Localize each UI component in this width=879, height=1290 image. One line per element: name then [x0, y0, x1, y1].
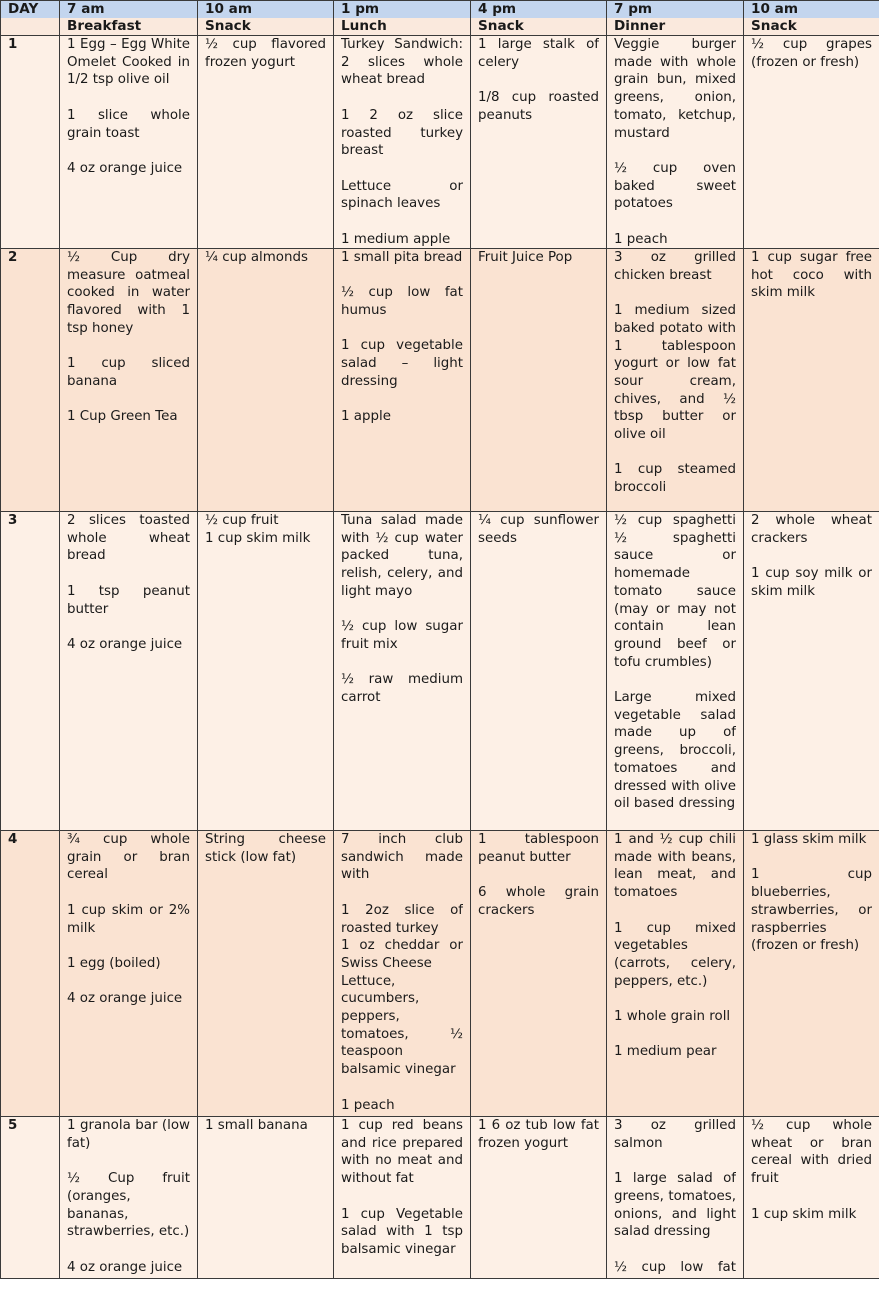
meal-header: Lunch — [334, 18, 471, 36]
time-header: 1 pm — [334, 1, 471, 19]
meal-cell-snack1 — [198, 36, 334, 249]
meal-item: Lettuce, cucumbers, peppers, tomatoes, ½ teaspoon balsamic vinegar — [341, 973, 463, 1078]
meal-item: 2 slices toasted whole wheat bread — [67, 513, 190, 564]
day-header-blank — [1, 18, 60, 36]
meal-item: 3 oz grilled salmon — [614, 1118, 736, 1151]
meal-item: ½ cup low sugar fruit mix — [341, 619, 463, 652]
meal-item: 1 large salad of greens, tomatoes, onions, and light salad dressing — [614, 1171, 736, 1240]
meal-header: Snack — [198, 18, 334, 36]
meal-cell-dinner — [607, 249, 744, 512]
meal-item: 1 whole grain roll — [614, 1009, 731, 1024]
meal-item: ½ cup low fat humus — [341, 285, 463, 319]
meal-cell-snack1 — [198, 512, 334, 831]
meal-item: 6 whole grain crackers — [478, 885, 599, 918]
meal-cell-snack3 — [744, 831, 879, 1117]
header-meals-row — [1, 18, 879, 36]
header-times-row — [1, 1, 879, 19]
meal-header: Breakfast — [60, 18, 198, 36]
meal-cell-snack2 — [471, 36, 607, 249]
meal-cell-dinner — [607, 36, 744, 249]
meal-item: Turkey Sandwich: 2 slices whole wheat bread — [341, 37, 463, 88]
meal-cell-snack3 — [744, 1117, 879, 1279]
day-row — [1, 36, 879, 249]
day-number: 5 — [1, 1117, 60, 1279]
meal-item: 1 granola bar (low fat) — [67, 1118, 190, 1151]
meal-item: Tuna salad made with ½ cup water packed tuna, relish, celery, and light mayo — [341, 513, 463, 599]
meal-item: ½ Cup dry measure oatmeal cooked in water flavored with 1 tsp honey — [67, 250, 190, 336]
meal-cell-breakfast — [60, 1117, 198, 1279]
meal-cell-lunch — [334, 1117, 471, 1279]
meal-item: ½ cup whole wheat or bran cereal with dried fruit — [751, 1118, 872, 1187]
meal-item: 1 small pita bread — [341, 250, 463, 265]
meal-cell-breakfast — [60, 831, 198, 1117]
meal-cell-snack1 — [198, 249, 334, 512]
meal-header: Dinner — [607, 18, 744, 36]
meal-cell-snack3 — [744, 249, 879, 512]
meal-item: 1 peach — [341, 1097, 395, 1113]
meal-item: Fruit Juice Pop — [478, 250, 573, 265]
meal-item: 1 cup mixed vegetables (carrots, celery, peppers, etc.) — [614, 920, 736, 989]
meal-item: 1 medium apple — [341, 231, 451, 246]
meal-cell-breakfast — [60, 249, 198, 512]
meal-item: 1 and ½ cup chili made with beans, lean meat, and tomatoes — [614, 832, 736, 901]
meal-item: 1 peach — [614, 231, 668, 246]
meal-item: 1 apple — [341, 409, 391, 425]
meal-item: 1 6 oz tub low fat frozen yogurt — [478, 1118, 599, 1151]
meal-item: ½ raw medium carrot — [341, 672, 463, 705]
meal-item: ½ Cup fruit (oranges, bananas, strawberries, etc.) — [67, 1171, 190, 1240]
day-row — [1, 249, 879, 512]
meal-cell-snack1 — [198, 831, 334, 1117]
meal-cell-snack1 — [198, 1117, 334, 1279]
meal-item: 1 cup soy milk or skim milk — [751, 566, 872, 599]
meal-item: 1 2 oz slice roasted turkey breast — [341, 107, 463, 159]
day-number: 2 — [1, 249, 60, 512]
meal-cell-breakfast — [60, 36, 198, 249]
meal-item: 4 oz orange juice — [67, 1259, 183, 1275]
meal-item: 1 small banana — [205, 1118, 308, 1133]
meal-cell-breakfast — [60, 512, 198, 831]
meal-item: 1 cup skim milk — [205, 530, 311, 546]
day-header: DAY — [1, 1, 60, 19]
meal-item: 1 cup sliced banana — [67, 356, 190, 389]
meal-item: 4 oz orange juice — [67, 160, 183, 176]
time-header: 4 pm — [471, 1, 607, 19]
meal-item: 1 medium sized baked potato with 1 tablespoon yogurt or low fat sour cream, chives, and ½ tbsp butter or olive oil — [614, 303, 736, 443]
time-header: 7 am — [60, 1, 198, 19]
meal-cell-lunch — [334, 36, 471, 249]
meal-item: ¾ cup whole grain or bran cereal — [67, 832, 190, 883]
meal-item: 1 tablespoon peanut butter — [478, 832, 599, 865]
meal-item: 1 2oz slice of roasted turkey — [341, 902, 463, 936]
meal-item: Veggie burger made with whole grain bun, mixed greens, onion, tomato, ketchup, mustard — [614, 37, 736, 141]
meal-item: 1 Egg – Egg White Omelet Cooked in 1/2 tsp olive oil — [67, 37, 190, 88]
time-header: 10 am — [198, 1, 334, 19]
meal-item: 1 tsp peanut butter — [67, 583, 190, 617]
day-row — [1, 512, 879, 831]
meal-cell-dinner — [607, 512, 744, 831]
meal-cell-snack2 — [471, 249, 607, 512]
meal-item: 4 oz orange juice — [67, 991, 183, 1007]
meal-item: Large mixed vegetable salad made up of greens, broccoli, tomatoes and dressed with olive oil based dressing — [614, 690, 736, 812]
meal-item: ½ cup spaghetti ½ spaghetti sauce or homemade tomato sauce (may or may not contain lean ground beef or tofu crumbles) — [614, 513, 736, 670]
meal-item: ½ cup low fat — [614, 1259, 736, 1275]
meal-item: 1 cup vegetable salad – light dressing — [341, 338, 463, 389]
meal-item: 1 medium pear — [614, 1044, 717, 1060]
meal-item: 1/8 cup roasted peanuts — [478, 90, 599, 123]
meal-item: ½ cup fruit — [205, 513, 279, 528]
meal-item: 1 large stalk of celery — [478, 37, 599, 70]
meal-item: 4 oz orange juice — [67, 636, 183, 652]
meal-item: ¼ cup sunflower seeds — [478, 513, 599, 546]
meal-cell-lunch — [334, 512, 471, 831]
meal-cell-snack3 — [744, 36, 879, 249]
meal-cell-snack2 — [471, 512, 607, 831]
meal-item: 1 cup blueberries, strawberries, or raspberries (frozen or fresh) — [751, 867, 872, 954]
meal-item: 1 cup Vegetable salad with 1 tsp balsamic vinegar — [341, 1206, 463, 1257]
meal-cell-dinner — [607, 831, 744, 1117]
meal-item: Lettuce or spinach leaves — [341, 178, 463, 212]
meal-item: ½ cup oven baked sweet potatoes — [614, 160, 736, 212]
meal-item: ½ cup grapes (frozen or fresh) — [751, 37, 872, 70]
meal-header: Snack — [744, 18, 879, 36]
meal-cell-snack3 — [744, 512, 879, 831]
meal-cell-lunch — [334, 831, 471, 1117]
meal-cell-lunch — [334, 249, 471, 512]
meal-cell-snack2 — [471, 1117, 607, 1279]
meal-item: 3 oz grilled chicken breast — [614, 250, 736, 283]
meal-item: 1 egg (boiled) — [67, 955, 161, 971]
day-number: 4 — [1, 831, 60, 1117]
meal-item: 1 oz cheddar or Swiss Cheese — [341, 938, 463, 971]
meal-item: 1 cup steamed broccoli — [614, 462, 736, 496]
day-number: 1 — [1, 36, 60, 249]
meal-item: ¼ cup almonds — [205, 250, 308, 265]
meal-item: 7 inch club sandwich made with — [341, 832, 463, 883]
day-row — [1, 1117, 879, 1279]
time-header: 10 am — [744, 1, 879, 19]
meal-item: 1 cup skim or 2% milk — [67, 902, 190, 936]
time-header: 7 pm — [607, 1, 744, 19]
meal-item: ½ cup flavored frozen yogurt — [205, 37, 326, 70]
day-row — [1, 831, 879, 1117]
meal-item: 1 slice whole grain toast — [67, 107, 190, 141]
meal-cell-snack2 — [471, 831, 607, 1117]
meal-item: 2 whole wheat crackers — [751, 513, 872, 546]
meal-item: 1 cup red beans and rice prepared with no meat and without fat — [341, 1118, 463, 1187]
meal-item: 1 glass skim milk — [751, 832, 867, 847]
meal-cell-dinner — [607, 1117, 744, 1279]
meal-item: 1 cup sugar free hot coco with skim milk — [751, 250, 872, 301]
day-number: 3 — [1, 512, 60, 831]
meal-header: Snack — [471, 18, 607, 36]
meal-item: 1 cup skim milk — [751, 1206, 857, 1222]
meal-item: String cheese stick (low fat) — [205, 832, 326, 865]
meal-item: 1 Cup Green Tea — [67, 409, 178, 425]
